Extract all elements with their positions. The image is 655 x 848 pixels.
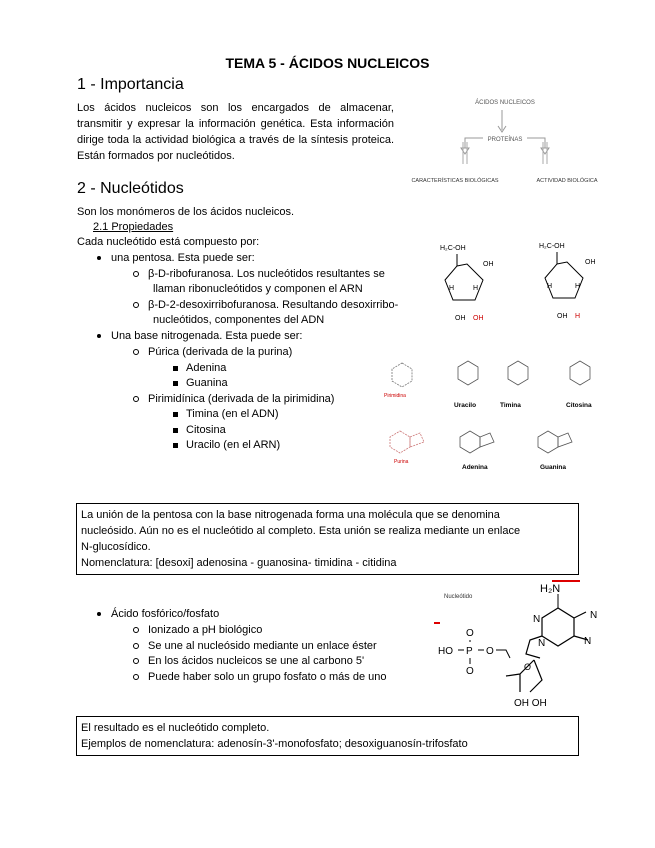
svg-text:H: H bbox=[575, 283, 581, 290]
list-item-ribo-cont: llaman ribonucleótidos y componen el ARN bbox=[153, 283, 363, 295]
diagram-left: CARACTERÍSTICAS BIOLÓGICAS bbox=[411, 178, 499, 184]
nucleoside-box bbox=[76, 503, 579, 575]
page-title: TEMA 5 - ÁCIDOS NUCLEICOS bbox=[225, 55, 430, 71]
svg-text:O: O bbox=[524, 662, 532, 672]
adenine-structure bbox=[460, 431, 494, 471]
svg-text:O: O bbox=[466, 666, 474, 677]
svg-text:OH: OH bbox=[473, 315, 484, 322]
svg-text:O: O bbox=[466, 628, 474, 639]
subheading-propiedades: 2.1 Propiedades bbox=[93, 221, 174, 233]
composed-text: Cada nucleótido está compuesto por: bbox=[77, 236, 260, 248]
svg-text:H₂C-OH: H₂C-OH bbox=[539, 243, 565, 250]
svg-text:Guanina: Guanina bbox=[540, 464, 567, 471]
bullet-icon bbox=[97, 612, 101, 616]
svg-text:N: N bbox=[590, 610, 598, 621]
nucleotide-result-box bbox=[76, 716, 579, 756]
svg-text:OH: OH bbox=[585, 259, 596, 266]
list-item-grupos: Puede haber solo un grupo fosfato o más de uno bbox=[133, 670, 387, 685]
nucleotide-structure bbox=[430, 578, 630, 713]
uracil-structure bbox=[454, 361, 478, 409]
svg-text:O: O bbox=[486, 646, 494, 657]
list-item-pentosa: una pentosa. Esta puede ser: bbox=[97, 251, 255, 266]
arrow-shafts bbox=[463, 142, 547, 164]
purine-structure bbox=[390, 431, 424, 465]
ribose-structure bbox=[440, 245, 494, 322]
svg-text:HO: HO bbox=[438, 646, 453, 657]
thymine-structure bbox=[500, 361, 528, 409]
square-bullet-icon bbox=[173, 381, 178, 386]
circle-bullet-icon bbox=[133, 271, 139, 277]
box1-line1: La unión de la pentosa con la base nitrogenada forma una molécula que se denomina bbox=[81, 509, 500, 521]
square-bullet-icon bbox=[173, 428, 178, 433]
box1-line4: Nomenclatura: [desoxi] adenosina - guanosina- timidina - citidina bbox=[81, 557, 397, 569]
svg-text:Nucleótido: Nucleótido bbox=[444, 594, 473, 600]
svg-text:Citosina: Citosina bbox=[566, 402, 592, 409]
circle-bullet-icon bbox=[133, 643, 139, 649]
diagram-right: ACTIVIDAD BIOLÓGICA bbox=[536, 178, 598, 184]
circle-bullet-icon bbox=[133, 658, 139, 664]
svg-text:OH: OH bbox=[483, 261, 494, 268]
box2-line1: El resultado es el nucleótido completo. bbox=[81, 722, 270, 734]
svg-text:Purina: Purina bbox=[394, 459, 409, 465]
section-1-heading: 1 - Importancia bbox=[77, 76, 184, 93]
nitrogen-bases-figure bbox=[380, 345, 608, 475]
svg-text:Timina: Timina bbox=[500, 402, 521, 409]
svg-text:N: N bbox=[538, 638, 546, 649]
svg-text:Adenina: Adenina bbox=[462, 464, 488, 471]
box2-line2: Ejemplos de nomenclatura: adenosín-3'-monofosfato; desoxiguanosín-trifosfato bbox=[81, 738, 468, 750]
arrow-down bbox=[498, 110, 506, 132]
section-2-heading: 2 - Nucleótidos bbox=[77, 180, 184, 197]
list-item-citosina: Citosina bbox=[173, 423, 226, 438]
bullet-icon bbox=[97, 334, 101, 338]
svg-text:N: N bbox=[533, 614, 541, 625]
square-bullet-icon bbox=[173, 412, 178, 417]
svg-text:OH: OH bbox=[557, 313, 568, 320]
list-item-uracilo: Uracilo (en el ARN) bbox=[173, 438, 280, 453]
box1-line3: N-glucosídico. bbox=[81, 541, 151, 553]
list-item-timina: Timina (en el ADN) bbox=[173, 407, 279, 422]
pyrimidine-structure bbox=[384, 363, 412, 399]
bullet-icon bbox=[97, 256, 101, 260]
square-bullet-icon bbox=[173, 366, 178, 371]
svg-text:H: H bbox=[449, 285, 455, 292]
circle-bullet-icon bbox=[133, 396, 139, 402]
guanine-structure bbox=[538, 431, 572, 471]
box1-line2: nucleósido. Aún no es el nucleótido al completo. Esta unión se realiza mediante un enlace bbox=[81, 525, 521, 537]
importance-diagram bbox=[395, 92, 610, 187]
svg-text:H: H bbox=[575, 313, 581, 320]
list-item-deoxy-cont: nucleótidos, componentes del ADN bbox=[153, 314, 325, 326]
list-item-guanina: Guanina bbox=[173, 376, 228, 391]
list-item-base: Una base nitrogenada. Esta puede ser: bbox=[97, 329, 302, 344]
list-item-ester: Se une al nucleósido mediante un enlace éster bbox=[133, 639, 377, 654]
svg-text:OH OH: OH OH bbox=[514, 698, 547, 709]
deoxyribose-structure bbox=[539, 243, 596, 320]
list-item-fosfato: Ácido fosfórico/fosfato bbox=[97, 607, 219, 622]
list-item-ionizado: Ionizado a pH biológico bbox=[133, 623, 262, 638]
diagram-top: ÁCIDOS NUCLEICOS bbox=[475, 100, 535, 106]
cytosine-structure bbox=[566, 361, 592, 409]
list-item-purica: Púrica (derivada de la purina) bbox=[133, 345, 292, 360]
list-item-adenina: Adenina bbox=[173, 361, 226, 376]
square-bullet-icon bbox=[173, 443, 178, 448]
list-item-ribo: β-D-ribofuranosa. Los nucleótidos resultantes se bbox=[133, 267, 385, 282]
svg-text:H₂N: H₂N bbox=[540, 583, 561, 595]
list-item-deoxy: β-D-2-desoxirribofuranosa. Resultando desoxirribo- bbox=[133, 298, 398, 313]
section-2-intro: Son los monómeros de los ácidos nucleicos. bbox=[77, 206, 295, 218]
svg-text:Pirimidina: Pirimidina bbox=[384, 393, 406, 399]
circle-bullet-icon bbox=[133, 349, 139, 355]
svg-text:OH: OH bbox=[455, 315, 466, 322]
circle-bullet-icon bbox=[133, 627, 139, 633]
svg-text:Uracilo: Uracilo bbox=[454, 402, 477, 409]
diagram-middle: PROTEÍNAS bbox=[487, 137, 523, 143]
circle-bullet-icon bbox=[133, 302, 139, 308]
svg-text:H: H bbox=[473, 285, 479, 292]
list-item-pirimidinica: Pirimidínica (derivada de la pirimidina) bbox=[133, 392, 334, 407]
svg-text:H: H bbox=[547, 283, 553, 290]
svg-text:N: N bbox=[584, 636, 592, 647]
list-item-carbono: En los ácidos nucleicos se une al carbono 5' bbox=[133, 654, 364, 669]
svg-text:P: P bbox=[466, 646, 473, 657]
svg-text:H₂C-OH: H₂C-OH bbox=[440, 245, 466, 252]
pentose-structures bbox=[435, 238, 615, 328]
circle-bullet-icon bbox=[133, 674, 139, 680]
section-1-text: Los ácidos nucleicos son los encargados de almacenar, transmitir y expresar la información genética. Esta información dirige toda la actividad biológica a través de la síntesis proteica. Están formados por nucleótidos. bbox=[77, 102, 394, 162]
